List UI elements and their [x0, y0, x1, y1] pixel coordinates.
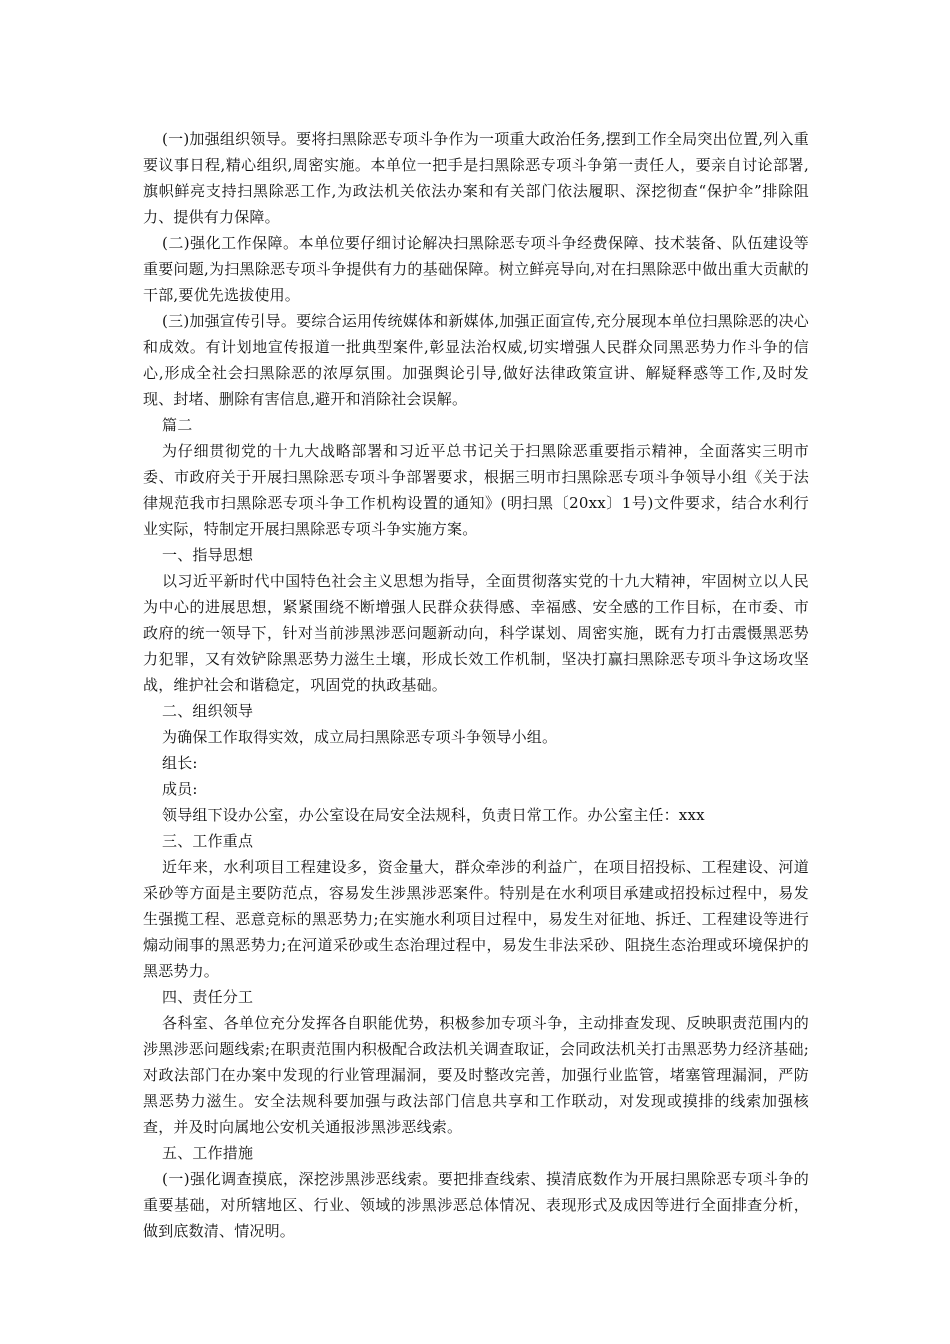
paragraph-investigation: (一)强化调查摸底，深挖涉黑涉恶线索。要把排查线索、摸清底数作为开展扫黑除恶专项斗争的重要基础，对所辖地区、行业、领域的涉黑涉恶总体情况、表现形式及成因等进行全面排查分析，做到底数清、情况明。 — [143, 1170, 809, 1240]
paragraph-work-focus: 近年来，水利项目工程建设多，资金量大，群众牵涉的利益广，在项目招投标、工程建设、河道采砂等方面是主要防范点，容易发生涉黑涉恶案件。特别是在水利项目承建或招投标过程中，易发生强揽工程、恶意竞标的黑恶势力;在实施水利项目过程中，易发生对征地、拆迁、工程建设等进行煽动闹事的黑恶势力;在河道采砂或生态治理过程中，易发生非法采砂、阻挠生态治理或环境保护的黑恶势力。 — [143, 858, 809, 980]
heading-responsibilities: 四、责任分工 — [162, 988, 254, 1006]
paragraph-publicity: (三)加强宣传引导。要综合运用传统媒体和新媒体,加强正面宣传,充分展现本单位扫黑除恶的决心和成效。有计划地宣传报道一批典型案件,彰显法治权威,切实增强人民群众同黑恶势力作斗争的信心,形成全社会扫黑除恶的浓厚氛围。加强舆论引导,做好法律政策宣讲、解疑释惑等工作,及时发现、封堵、删除有害信息,避开和消除社会误解。 — [143, 312, 809, 408]
paragraph-group-leader: 组长: — [162, 754, 198, 772]
section-label-part-two: 篇二 — [162, 416, 193, 434]
paragraph-leadership: (一)加强组织领导。要将扫黑除恶专项斗争作为一项重大政治任务,摆到工作全局突出位置,列入重要议事日程,精心组织,周密实施。本单位一把手是扫黑除恶专项斗争第一责任人，要亲自讨论部署,旗帜鲜亮支持扫黑除恶工作,为政法机关依法办案和有关部门依法履职、深挖彻查“保护伞”排除阻力、提供有力保障。 — [143, 130, 809, 226]
paragraph-intro: 为仔细贯彻党的十九大战略部署和习近平总书记关于扫黑除恶重要指示精神，全面落实三明市委、市政府关于开展扫黑除恶专项斗争部署要求，根据三明市扫黑除恶专项斗争领导小组《关于法律规范我市扫黑除恶专项斗争工作机构设置的通知》(明扫黑〔20xx〕1号)文件要求，结合水利行业实际，特制定开展扫黑除恶专项斗争实施方案。 — [143, 442, 809, 538]
heading-work-focus: 三、工作重点 — [162, 832, 254, 850]
paragraph-organization: 为确保工作取得实效，成立局扫黑除恶专项斗争领导小组。 — [162, 728, 558, 746]
paragraph-work-guarantee: (二)强化工作保障。本单位要仔细讨论解决扫黑除恶专项斗争经费保障、技术装备、队伍建设等重要问题,为扫黑除恶专项斗争提供有力的基础保障。树立鲜亮导向,对在扫黑除恶中做出重大贡献的干部,要优先选拔使用。 — [143, 234, 809, 304]
heading-work-measures: 五、工作措施 — [162, 1144, 254, 1162]
paragraph-members: 成员: — [162, 780, 198, 798]
heading-guiding-ideology: 一、指导思想 — [162, 546, 254, 564]
paragraph-responsibilities: 各科室、各单位充分发挥各自职能优势，积极参加专项斗争，主动排查发现、反映职责范围内的涉黑涉恶问题线索;在职责范围内积极配合政法机关调查取证，会同政法机关打击黑恶势力经济基础;对政法部门在办案中发现的行业管理漏洞，要及时整改完善，加强行业监管，堵塞管理漏洞，严防黑恶势力滋生。安全法规科要加强与政法部门信息共享和工作联动，对发现或摸排的线索加强核查，并及时向属地公安机关通报涉黑涉恶线索。 — [143, 1014, 809, 1136]
document-body — [143, 126, 809, 1244]
heading-organization: 二、组织领导 — [162, 702, 254, 720]
paragraph-office: 领导组下设办公室，办公室设在局安全法规科，负责日常工作。办公室主任：xxx — [162, 806, 705, 824]
paragraph-guiding-ideology: 以习近平新时代中国特色社会主义思想为指导，全面贯彻落实党的十九大精神，牢固树立以人民为中心的进展思想，紧紧围绕不断增强人民群众获得感、幸福感、安全感的工作目标，在市委、市政府的统一领导下，针对当前涉黑涉恶问题新动向，科学谋划、周密实施，既有力打击震慑黑恶势力犯罪，又有效铲除黑恶势力滋生土壤，形成长效工作机制，坚决打赢扫黑除恶专项斗争这场攻坚战，维护社会和谐稳定，巩固党的执政基础。 — [143, 572, 809, 694]
